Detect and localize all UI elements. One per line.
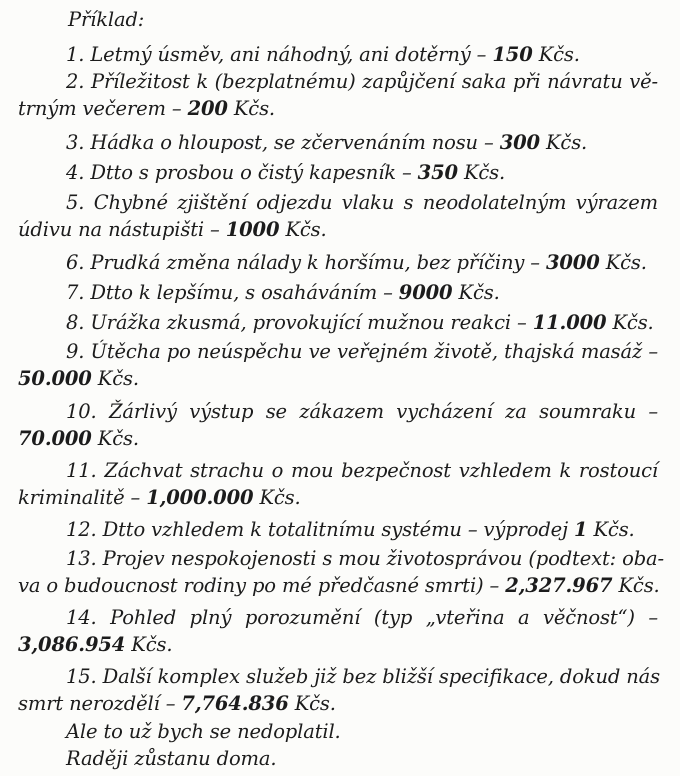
list-item-12 [66,516,680,543]
list-item-7 [66,279,680,306]
item-text: Žárlivý výstup se zákazem vycházení za soumraku – [108,400,658,423]
item-number: 1. [66,43,85,66]
list-item-6 [66,249,680,276]
item-currency: Kčs. [285,218,327,241]
item-text: Letmý úsměv, ani náhodný, ani dotěrný – [90,43,487,66]
item-text: Chybné zjištění odjezdu vlaku s neodolatelným výrazem [93,191,658,214]
item-price: 3,086.954 [18,633,126,656]
item-text: kriminalitě – [18,486,141,509]
item-text: Další komplex služeb již bez bližší specifikace, dokud nás [102,665,660,688]
list-item-14-line-2 [18,631,658,658]
item-number: 9. [66,340,85,363]
item-currency: Kčs. [546,131,588,154]
item-text: trným večerem – [18,97,182,120]
item-text: Útěcha po neúspěchu ve veřejném životě, thajská masáž – [90,340,658,363]
item-currency: Kčs. [131,633,173,656]
item-number: 2. [66,70,85,93]
item-price: 11.000 [532,311,607,334]
item-text: Dtto k lepšímu, s osaháváním – [90,281,393,304]
list-item-1 [66,41,680,68]
list-item-5-line-1 [66,189,658,216]
item-number: 15. [66,665,97,688]
item-number: 8. [66,311,85,334]
item-text: Příležitost k (bezplatnému) zapůjčení saka při návratu vě- [90,70,658,93]
item-text: Pohled plný porozumění (typ „vteřina a věčnost“) – [110,606,658,629]
item-currency: Kčs. [97,427,139,450]
item-text: smrt nerozdělí – [18,692,176,715]
list-item-2-line-1 [66,68,658,95]
item-text: Projev nespokojenosti s mou životosprávou (podtext: oba- [102,547,664,570]
item-price: 300 [499,131,540,154]
item-text: údivu na nástupišti – [18,218,220,241]
list-item-5-line-2 [18,216,658,243]
closing-line-2: Raději zůstanu doma. [66,747,277,770]
item-price: 70.000 [18,427,92,450]
item-number: 5. [66,191,85,214]
item-text: Záchvat strachu o mou bezpečnost vzhledem k rostoucí [104,459,658,482]
list-item-2-line-2 [18,95,658,122]
item-price: 3000 [545,251,600,274]
list-item-8 [66,309,680,336]
item-currency: Kčs. [458,281,500,304]
item-currency: Kčs. [463,161,506,184]
list-item-13-line-2 [18,572,658,599]
item-number: 11. [66,459,97,482]
item-text: Dtto s prosbou o čistý kapesník – [90,161,412,184]
item-text: Prudká změna nálady k horšímu, bez příčiny – [90,251,540,274]
list-item-10-line-2 [18,425,658,452]
item-currency: Kčs. [97,367,139,390]
list-item-15-line-2 [18,690,658,717]
list-item-10-line-1 [66,398,658,425]
item-price: 350 [417,161,458,184]
item-currency: Kčs. [259,486,301,509]
item-currency: Kčs. [294,692,336,715]
item-text: Urážka zkusmá, provokující mužnou reakci – [90,311,527,334]
item-number: 10. [66,400,97,423]
list-item-11-line-2 [18,484,658,511]
item-currency: Kčs. [233,97,275,120]
item-text: Dtto vzhledem k totalitnímu systému – výprodej [102,518,568,541]
item-price: 1,000.000 [146,486,254,509]
item-price: 1 [574,518,588,541]
item-price: 200 [187,97,228,120]
item-number: 7. [66,281,85,304]
item-number: 12. [66,518,97,541]
item-price: 150 [492,43,533,66]
item-number: 3. [66,131,85,154]
item-price: 1000 [225,218,280,241]
list-item-14-line-1 [66,604,658,631]
list-item-3 [66,129,680,156]
item-text: Hádka o hloupost, se zčervenáním nosu – [90,131,494,154]
item-price: 9000 [398,281,453,304]
item-number: 14. [66,606,97,629]
item-price: 50.000 [18,367,92,390]
item-number: 6. [66,251,85,274]
item-text: va o budoucnost rodiny po mé předčasné smrti) – [18,574,500,597]
item-currency: Kčs. [593,518,635,541]
item-price: 2,327.967 [505,574,613,597]
item-currency: Kčs. [618,574,660,597]
list-item-9-line-2 [18,365,658,392]
list-item-13-line-1 [66,545,664,572]
item-currency: Kčs. [605,251,647,274]
item-currency: Kčs. [538,43,580,66]
item-currency: Kčs. [612,311,654,334]
intro-heading: Příklad: [68,8,145,31]
list-item-15-line-1 [66,663,658,690]
list-item-9-line-1 [66,338,658,365]
list-item-11-line-1 [66,457,658,484]
item-number: 4. [66,161,85,184]
item-number: 13. [66,547,97,570]
list-item-4 [66,159,680,186]
item-price: 7,764.836 [181,692,289,715]
closing-line-1: Ale to už bych se nedoplatil. [66,720,341,743]
